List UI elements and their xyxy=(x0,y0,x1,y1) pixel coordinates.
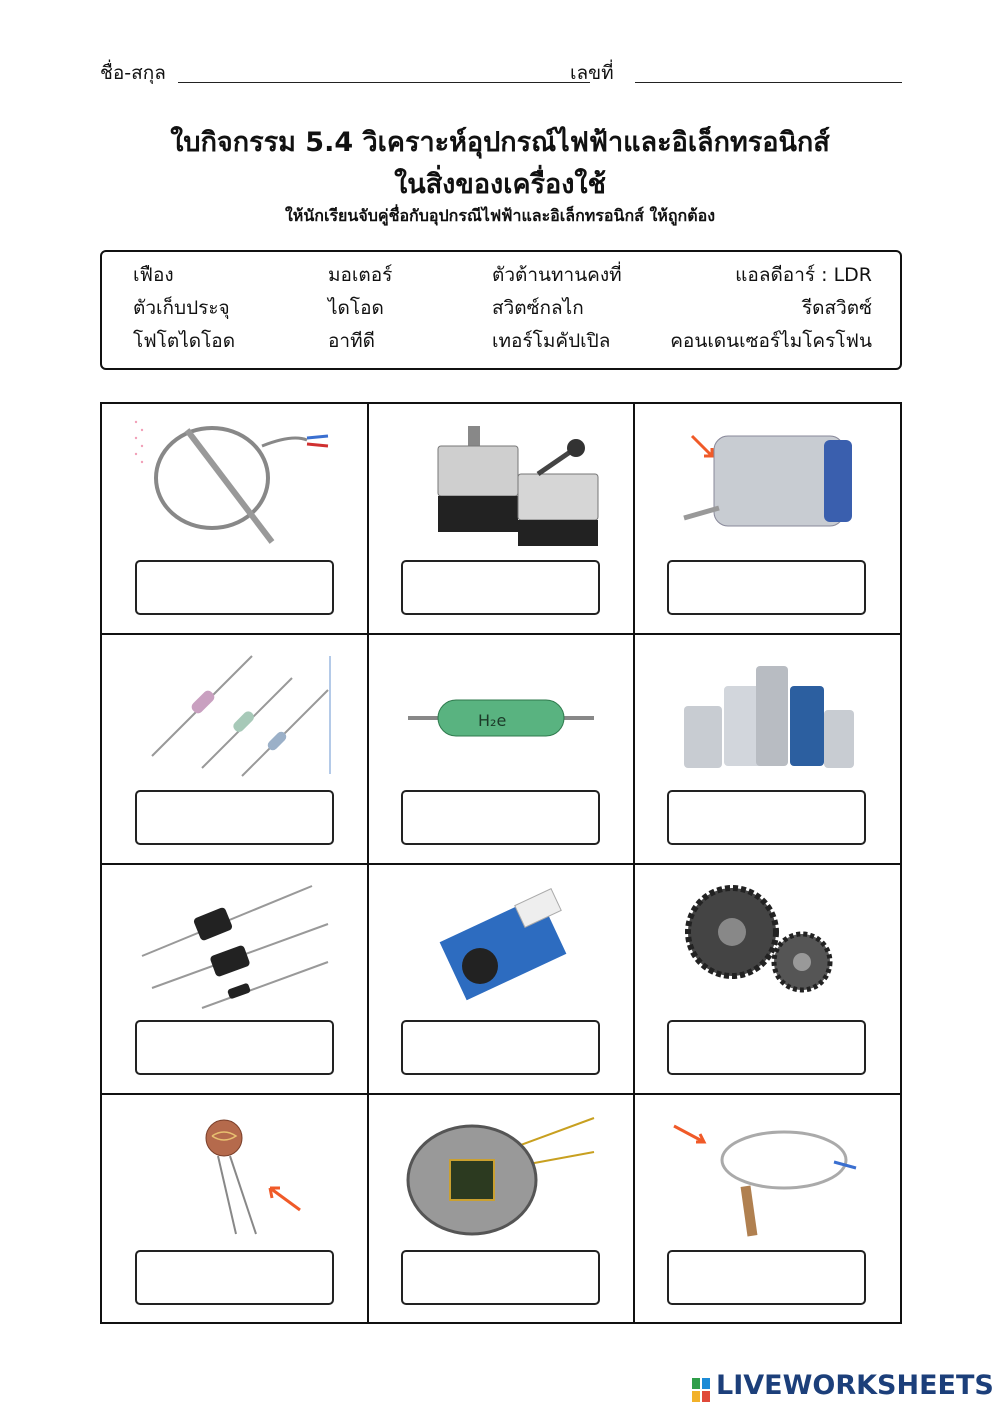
grid-cell xyxy=(102,634,368,864)
limit-switch-icon xyxy=(398,416,604,550)
word-bank-item: คอนเดนเซอร์ไมโครโฟน xyxy=(670,330,872,352)
grid-cell xyxy=(102,864,368,1094)
ldr-icon xyxy=(132,1106,338,1240)
liveworksheets-logo-icon xyxy=(692,1378,710,1402)
grid-cell xyxy=(102,1094,368,1324)
page-title: ใบกิจกรรม 5.4 วิเคราะห์อุปกรณ์ไฟฟ้าและอิเล็กทรอนิกส์ xyxy=(170,127,830,158)
answer-box[interactable] xyxy=(667,1020,866,1075)
answer-box[interactable] xyxy=(401,1020,600,1075)
grid-cell xyxy=(634,634,900,864)
thermocouple-probe-icon xyxy=(132,416,338,550)
name-label: ชื่อ-สกุล xyxy=(100,62,166,84)
word-bank-item: เทอร์โมคัปเปิล xyxy=(492,330,611,352)
grid-cell xyxy=(368,404,634,634)
answer-box[interactable] xyxy=(135,1020,334,1075)
page-subtitle: ในสิ่งของเครื่องใช้ xyxy=(394,169,606,200)
dc-motor-icon xyxy=(664,416,870,550)
grid-cell xyxy=(368,864,634,1094)
name-field[interactable] xyxy=(178,82,590,83)
word-bank-item: แอลดีอาร์ : LDR xyxy=(735,264,872,286)
header-row xyxy=(100,58,902,88)
word-bank-item: ตัวเก็บประจุ xyxy=(133,297,230,319)
word-bank xyxy=(100,250,902,370)
answer-box[interactable] xyxy=(135,560,334,615)
number-label: เลขที่ xyxy=(570,62,614,84)
grid-cell xyxy=(634,1094,900,1324)
grid-cell xyxy=(634,404,900,634)
resistors-icon xyxy=(132,646,338,780)
word-bank-item: ไดโอด xyxy=(328,297,384,319)
diodes-icon xyxy=(132,876,338,1010)
answer-box[interactable] xyxy=(667,1250,866,1305)
word-bank-item: ตัวต้านทานคงที่ xyxy=(492,264,622,286)
grid-cell xyxy=(368,634,634,864)
word-bank-item: สวิตซ์กลไก xyxy=(492,297,584,319)
answer-box[interactable] xyxy=(667,790,866,845)
word-bank-item: โฟโตไดโอด xyxy=(133,330,236,352)
grid-cell xyxy=(102,404,368,634)
instruction-text: ให้นักเรียนจับคู่ชื่อกับอุปกรณีไฟฟ้าและอิเล็กทรอนิกส์ ให้ถูกต้อง xyxy=(284,206,716,225)
capacitors-icon xyxy=(664,646,870,780)
answer-box[interactable] xyxy=(401,790,600,845)
answer-box[interactable] xyxy=(135,1250,334,1305)
rtd-probe-icon xyxy=(664,1106,870,1240)
word-bank-item: อาทีดี xyxy=(328,330,375,352)
word-bank-item: รีดสวิตซ์ xyxy=(801,297,872,319)
number-field[interactable] xyxy=(635,82,902,83)
word-bank-item: มอเตอร์ xyxy=(328,264,393,286)
brand-name: LIVEWORKSHEETS xyxy=(716,1370,994,1401)
photodiode-icon xyxy=(398,1106,604,1240)
svg-text:H₂e: H₂e xyxy=(478,711,507,730)
answer-box[interactable] xyxy=(667,560,866,615)
answer-box[interactable] xyxy=(401,560,600,615)
answer-box[interactable] xyxy=(401,1250,600,1305)
grid-cell xyxy=(634,864,900,1094)
grid-cell xyxy=(368,1094,634,1324)
reed-switch-icon xyxy=(398,646,604,780)
microphone-module-icon xyxy=(398,876,604,1010)
answer-box[interactable] xyxy=(135,790,334,845)
gears-icon xyxy=(664,876,870,1010)
matching-grid xyxy=(100,402,902,1324)
word-bank-item: เฟือง xyxy=(133,264,174,286)
